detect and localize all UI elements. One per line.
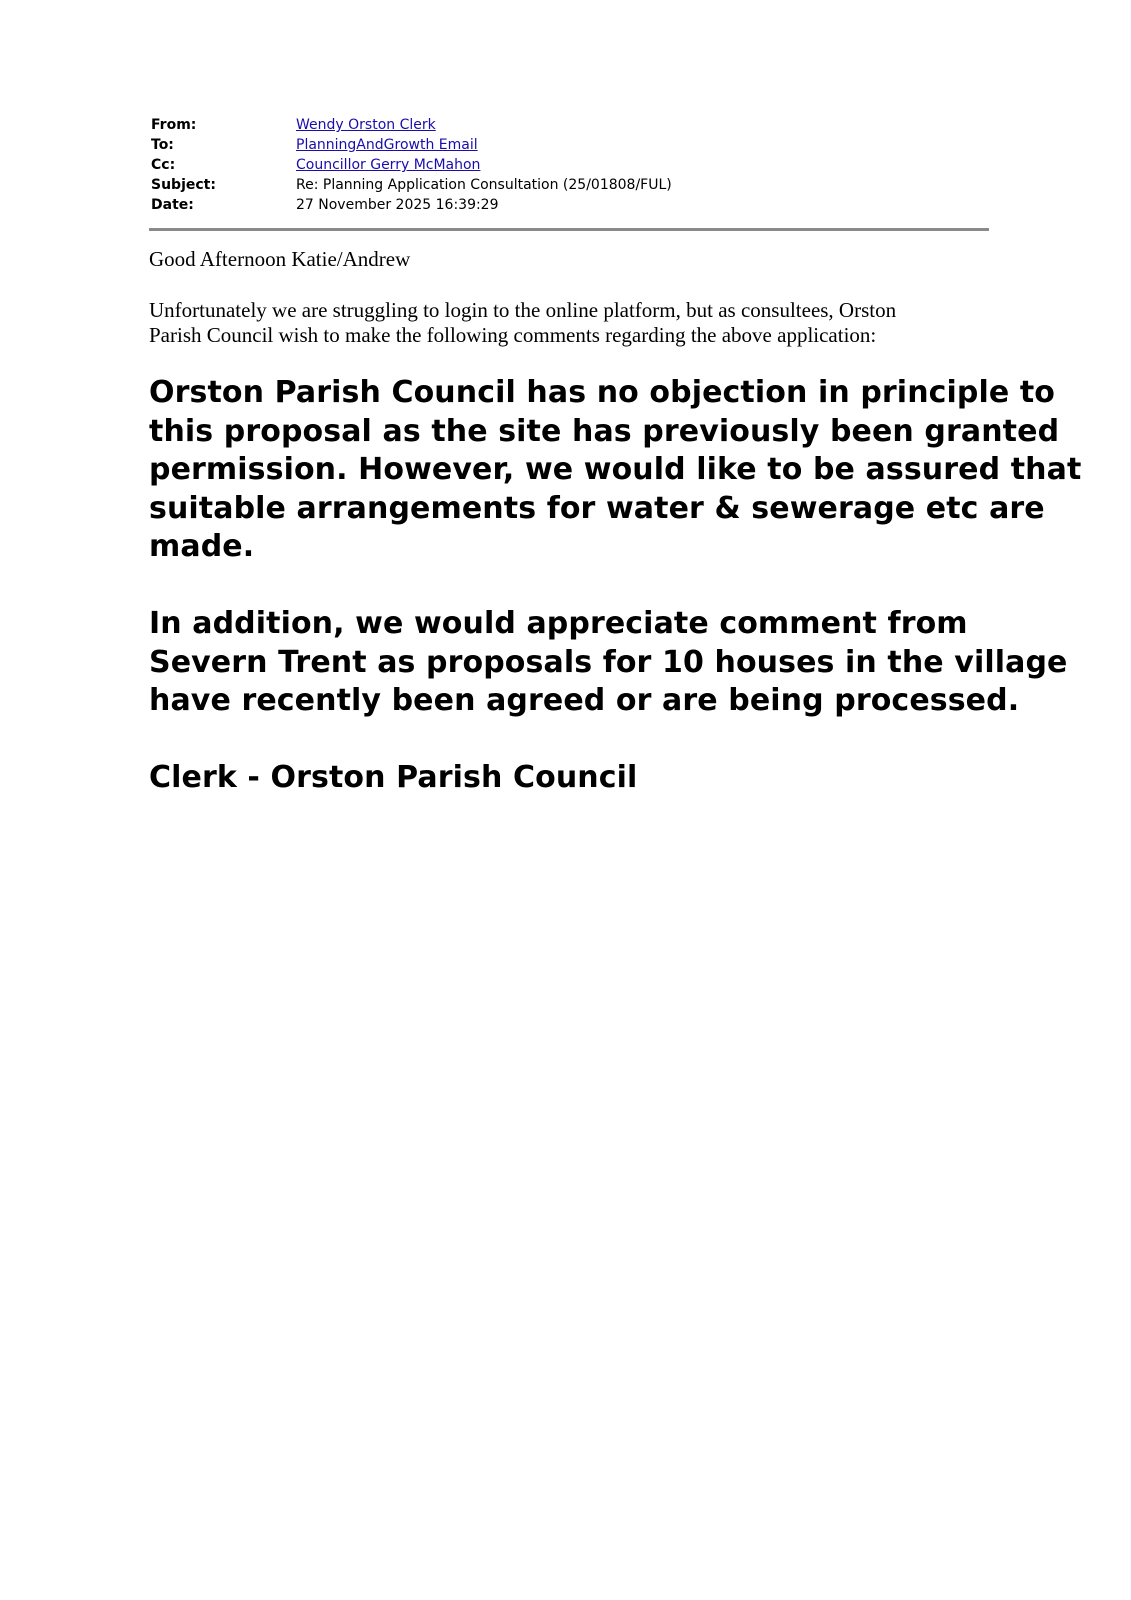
subject-value: Re: Planning Application Consultation (25/01808/FUL) (296, 177, 672, 193)
comment-paragraph-2 (149, 605, 1068, 721)
comment-line: have recently been agreed or are being processed. (149, 683, 1020, 718)
from-link[interactable]: Wendy Orston Clerk (296, 117, 436, 133)
comment-line: made. (149, 529, 255, 564)
comment-line: Severn Trent as proposals for 10 houses in the village (149, 644, 1068, 680)
to-link[interactable]: PlanningAndGrowth Email (296, 137, 478, 153)
cc-row (151, 155, 991, 175)
from-row (151, 115, 991, 135)
comment-line: permission. However, we would like to be assured that (149, 452, 1082, 487)
email-header (151, 115, 991, 215)
subject-row (151, 175, 991, 195)
date-value: 27 November 2025 16:39:29 (296, 197, 499, 213)
intro-paragraph (149, 298, 989, 348)
subject-label: Subject: (151, 177, 216, 193)
comment-line: In addition, we would appreciate comment from (149, 606, 968, 641)
signoff: Clerk - Orston Parish Council (149, 760, 638, 795)
date-label: Date: (151, 197, 194, 213)
cc-label: Cc: (151, 157, 176, 173)
greeting: Good Afternoon Katie/Andrew (149, 247, 411, 271)
from-label: From: (151, 117, 197, 133)
comment-line: Orston Parish Council has no objection in principle to (149, 375, 1056, 410)
comment-line: suitable arrangements for water & sewerage etc are (149, 490, 1045, 526)
date-row (151, 195, 991, 215)
header-divider (149, 228, 989, 231)
intro-line: Parish Council wish to make the following comments regarding the above application: (149, 323, 877, 347)
intro-line: Unfortunately we are struggling to login to the online platform, but as consultees, Orston (149, 298, 897, 322)
comment-paragraph-1 (149, 374, 1082, 567)
comment-line: this proposal as the site has previously been granted (149, 413, 1060, 449)
to-label: To: (151, 137, 174, 153)
to-row (151, 135, 991, 155)
cc-link[interactable]: Councillor Gerry McMahon (296, 157, 481, 173)
